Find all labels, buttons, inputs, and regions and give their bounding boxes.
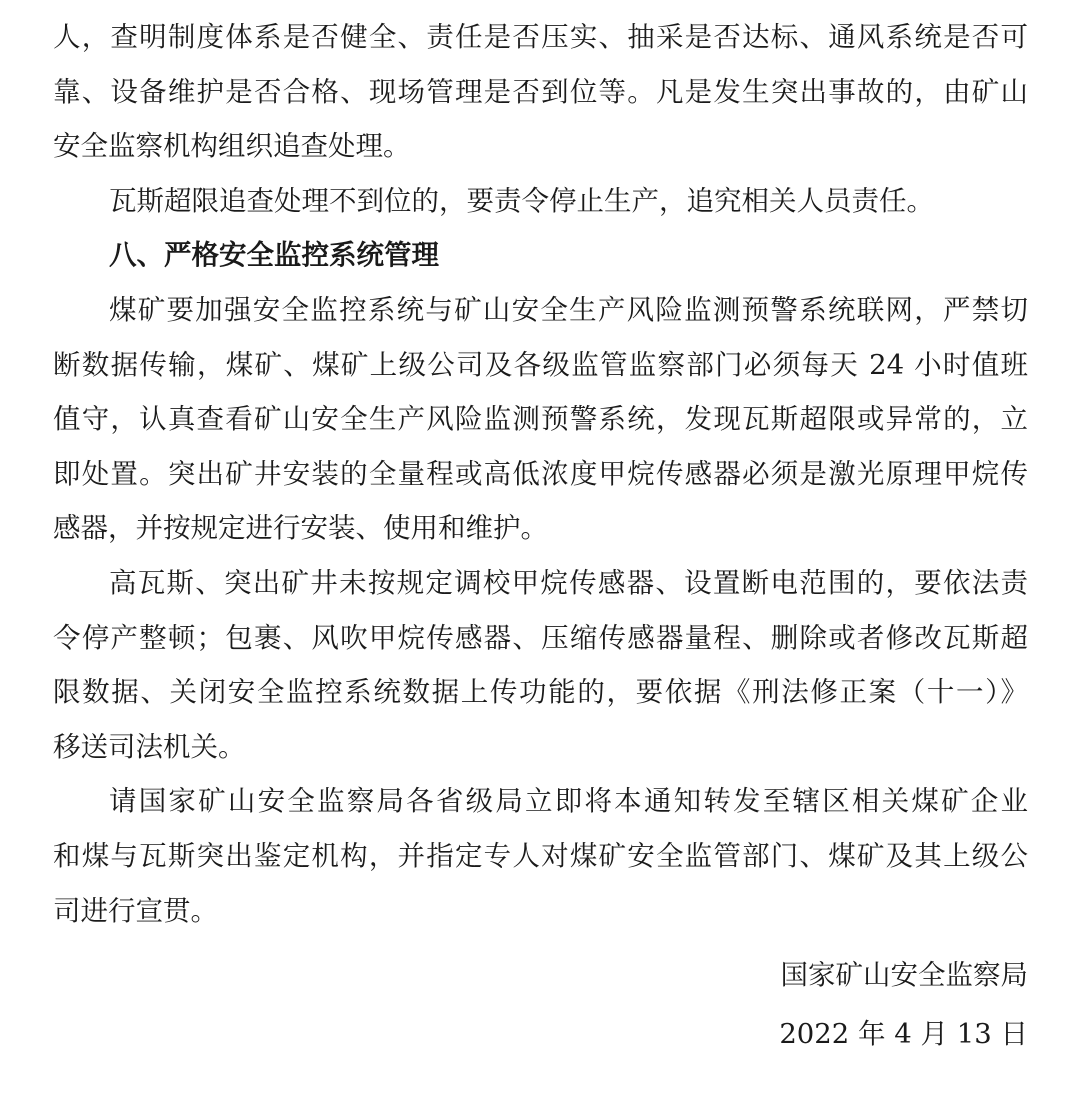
paragraph-line: 感器，并按规定进行安装、使用和维护。	[53, 512, 548, 545]
paragraph-line: 令停产整顿；包裹、风吹甲烷传感器、压缩传感器量程、删除或者修改瓦斯超	[53, 621, 1028, 654]
paragraph-line: 煤矿要加强安全监控系统与矿山安全生产风险监测预警系统联网，严禁切	[109, 293, 1028, 326]
paragraph-line: 即处置。突出矿井安装的全量程或高低浓度甲烷传感器必须是激光原理甲烷传	[53, 457, 1028, 490]
paragraph-line: 断数据传输，煤矿、煤矿上级公司及各级监管监察部门必须每天 24 小时值班	[53, 348, 1028, 381]
issue-date: 2022 年 4 月 13 日	[779, 1017, 1028, 1050]
document-body	[53, 10, 1028, 1061]
paragraph-line: 人，查明制度体系是否健全、责任是否压实、抽采是否达标、通风系统是否可	[53, 21, 1028, 53]
paragraph-line: 靠、设备维护是否合格、现场管理是否到位等。凡是发生突出事故的，由矿山	[53, 75, 1028, 108]
paragraph-line: 值守，认真查看矿山安全生产风险监测预警系统，发现瓦斯超限或异常的，立	[53, 403, 1028, 436]
paragraph-line: 移送司法机关。	[53, 730, 246, 763]
paragraph-line: 司进行宣贯。	[53, 894, 218, 927]
paragraph-line: 请国家矿山安全监察局各省级局立即将本通知转发至辖区相关煤矿企业	[109, 785, 1028, 818]
issuer-signature: 国家矿山安全监察局	[780, 959, 1028, 992]
paragraph-line: 瓦斯超限追查处理不到位的，要责令停止生产，追究相关人员责任。	[109, 184, 934, 217]
section-heading: 八、严格安全监控系统管理	[109, 239, 439, 272]
paragraph-line: 限数据、关闭安全监控系统数据上传功能的，要依据《刑法修正案（十一）》	[53, 676, 1028, 709]
paragraph-line: 安全监察机构组织追查处理。	[53, 130, 411, 163]
paragraph-line: 高瓦斯、突出矿井未按规定调校甲烷传感器、设置断电范围的，要依法责	[109, 566, 1028, 599]
paragraph-line: 和煤与瓦斯突出鉴定机构，并指定专人对煤矿安全监管部门、煤矿及其上级公	[53, 839, 1028, 872]
